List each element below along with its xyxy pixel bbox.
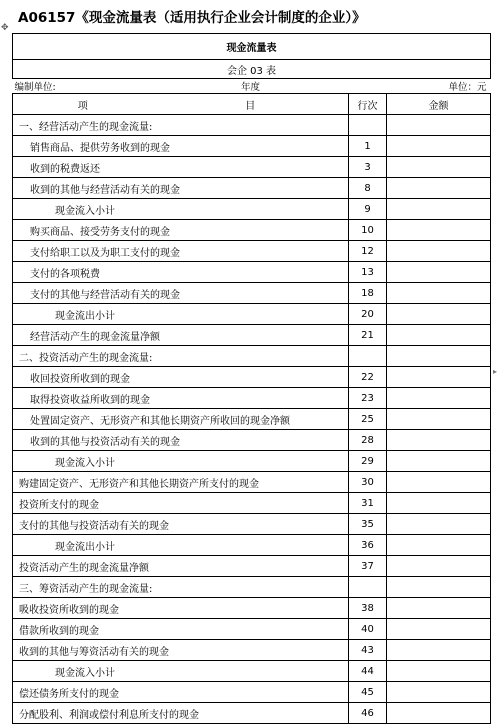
row-amount-cell[interactable] bbox=[387, 472, 491, 493]
row-amount-cell[interactable] bbox=[387, 577, 491, 598]
row-line-number: 36 bbox=[349, 535, 387, 556]
row-amount-cell[interactable] bbox=[387, 178, 491, 199]
row-line-number: 40 bbox=[349, 619, 387, 640]
row-item-label: 支付给职工以及为职工支付的现金 bbox=[13, 241, 349, 262]
row-item-label: 购买商品、接受劳务支付的现金 bbox=[13, 220, 349, 241]
table-row bbox=[13, 367, 491, 388]
row-item-label: 收回投资所收到的现金 bbox=[13, 367, 349, 388]
header-item-right: 目 bbox=[153, 94, 349, 115]
table-row bbox=[13, 388, 491, 409]
row-item-label: 一、经营活动产生的现金流量: bbox=[13, 115, 349, 136]
row-item-label: 收到的税费返还 bbox=[13, 157, 349, 178]
table-row bbox=[13, 682, 491, 703]
row-amount-cell[interactable] bbox=[387, 304, 491, 325]
row-item-label: 偿还债务所支付的现金 bbox=[13, 682, 349, 703]
row-amount-cell[interactable] bbox=[387, 220, 491, 241]
row-line-number: 13 bbox=[349, 262, 387, 283]
row-line-number: 21 bbox=[349, 325, 387, 346]
row-line-number: 29 bbox=[349, 451, 387, 472]
row-amount-cell[interactable] bbox=[387, 556, 491, 577]
row-amount-cell[interactable] bbox=[387, 682, 491, 703]
row-line-number: 38 bbox=[349, 598, 387, 619]
table-row bbox=[13, 220, 491, 241]
row-item-label: 现金流入小计 bbox=[13, 451, 349, 472]
row-amount-cell[interactable] bbox=[387, 199, 491, 220]
table-row bbox=[13, 472, 491, 493]
row-amount-cell[interactable] bbox=[387, 136, 491, 157]
row-item-label: 投资活动产生的现金流量净额 bbox=[13, 556, 349, 577]
row-line-number: 20 bbox=[349, 304, 387, 325]
row-item-label: 现金流入小计 bbox=[13, 661, 349, 682]
table-row bbox=[13, 178, 491, 199]
row-item-label: 吸收投资所收到的现金 bbox=[13, 598, 349, 619]
row-item-label: 支付的其他与经营活动有关的现金 bbox=[13, 283, 349, 304]
row-amount-cell[interactable] bbox=[387, 619, 491, 640]
row-line-number: 22 bbox=[349, 367, 387, 388]
row-line-number: 1 bbox=[349, 136, 387, 157]
row-item-label: 取得投资收益所收到的现金 bbox=[13, 388, 349, 409]
table-row bbox=[13, 661, 491, 682]
row-amount-cell[interactable] bbox=[387, 514, 491, 535]
table-row bbox=[13, 262, 491, 283]
row-line-number: 44 bbox=[349, 661, 387, 682]
form-number: 会企 03 表 bbox=[13, 60, 491, 79]
row-amount-cell[interactable] bbox=[387, 325, 491, 346]
row-item-label: 支付的其他与投资活动有关的现金 bbox=[13, 514, 349, 535]
table-row bbox=[13, 514, 491, 535]
year-label: 年度 bbox=[240, 82, 260, 93]
row-line-number: 45 bbox=[349, 682, 387, 703]
row-item-label: 投资所支付的现金 bbox=[13, 493, 349, 514]
table-row bbox=[13, 577, 491, 598]
row-item-label: 现金流出小计 bbox=[13, 535, 349, 556]
cash-flow-table bbox=[12, 33, 491, 724]
row-amount-cell[interactable] bbox=[387, 115, 491, 136]
document-title: A06157《现金流量表（适用执行企业会计制度的企业）》 bbox=[18, 10, 366, 26]
row-line-number: 12 bbox=[349, 241, 387, 262]
row-item-label: 收到的其他与筹资活动有关的现金 bbox=[13, 640, 349, 661]
header-amount: 金额 bbox=[387, 94, 491, 115]
row-item-label: 二、投资活动产生的现金流量: bbox=[13, 346, 349, 367]
row-item-label: 现金流出小计 bbox=[13, 304, 349, 325]
table-row bbox=[13, 703, 491, 724]
row-item-label: 现金流入小计 bbox=[13, 199, 349, 220]
table-resize-handle-icon[interactable]: ▸ bbox=[493, 367, 498, 376]
row-line-number: 18 bbox=[349, 283, 387, 304]
row-amount-cell[interactable] bbox=[387, 451, 491, 472]
table-row bbox=[13, 283, 491, 304]
row-amount-cell[interactable] bbox=[387, 661, 491, 682]
row-item-label: 销售商品、提供劳务收到的现金 bbox=[13, 136, 349, 157]
unit-label: 编制单位: bbox=[14, 82, 56, 93]
row-line-number bbox=[349, 577, 387, 598]
table-row bbox=[13, 640, 491, 661]
row-item-label: 购建固定资产、无形资产和其他长期资产所支付的现金 bbox=[13, 472, 349, 493]
row-line-number: 8 bbox=[349, 178, 387, 199]
table-row bbox=[13, 136, 491, 157]
row-amount-cell[interactable] bbox=[387, 430, 491, 451]
table-row bbox=[13, 115, 491, 136]
table-row bbox=[13, 598, 491, 619]
row-line-number: 43 bbox=[349, 640, 387, 661]
table-row bbox=[13, 430, 491, 451]
row-item-label: 收到的其他与投资活动有关的现金 bbox=[13, 430, 349, 451]
table-row bbox=[13, 451, 491, 472]
table-row bbox=[13, 556, 491, 577]
row-amount-cell[interactable] bbox=[387, 493, 491, 514]
row-item-label: 借款所收到的现金 bbox=[13, 619, 349, 640]
table-row bbox=[13, 325, 491, 346]
row-amount-cell[interactable] bbox=[387, 346, 491, 367]
table-row bbox=[13, 157, 491, 178]
row-amount-cell[interactable] bbox=[387, 388, 491, 409]
row-amount-cell[interactable] bbox=[387, 409, 491, 430]
row-amount-cell[interactable] bbox=[387, 367, 491, 388]
row-line-number: 9 bbox=[349, 199, 387, 220]
row-line-number bbox=[349, 346, 387, 367]
table-row bbox=[13, 619, 491, 640]
row-item-label: 收到的其他与经营活动有关的现金 bbox=[13, 178, 349, 199]
table-row bbox=[13, 493, 491, 514]
row-line-number: 30 bbox=[349, 472, 387, 493]
row-amount-cell[interactable] bbox=[387, 157, 491, 178]
row-amount-cell[interactable] bbox=[387, 283, 491, 304]
row-item-label: 支付的各项税费 bbox=[13, 262, 349, 283]
currency-label: 单位：元 bbox=[448, 82, 487, 93]
table-row bbox=[13, 409, 491, 430]
table-row bbox=[13, 241, 491, 262]
table-row bbox=[13, 304, 491, 325]
row-item-label: 经营活动产生的现金流量净额 bbox=[13, 325, 349, 346]
row-line-number: 35 bbox=[349, 514, 387, 535]
row-line-number: 31 bbox=[349, 493, 387, 514]
row-item-label: 处置固定资产、无形资产和其他长期资产所收回的现金净额 bbox=[13, 409, 349, 430]
row-line-number: 37 bbox=[349, 556, 387, 577]
row-line-number: 23 bbox=[349, 388, 387, 409]
row-line-number: 25 bbox=[349, 409, 387, 430]
table-row bbox=[13, 199, 491, 220]
row-item-label: 三、筹资活动产生的现金流量: bbox=[13, 577, 349, 598]
row-amount-cell[interactable] bbox=[387, 241, 491, 262]
table-row bbox=[13, 535, 491, 556]
row-line-number bbox=[349, 115, 387, 136]
row-amount-cell[interactable] bbox=[387, 535, 491, 556]
row-amount-cell[interactable] bbox=[387, 703, 491, 724]
row-item-label: 分配股利、利润或偿付利息所支付的现金 bbox=[13, 703, 349, 724]
row-line-number: 28 bbox=[349, 430, 387, 451]
header-line-no: 行次 bbox=[349, 94, 387, 115]
row-amount-cell[interactable] bbox=[387, 640, 491, 661]
row-line-number: 46 bbox=[349, 703, 387, 724]
header-item-left: 项 bbox=[13, 94, 153, 115]
table-move-handle-icon[interactable]: ✥ bbox=[1, 23, 9, 33]
row-amount-cell[interactable] bbox=[387, 262, 491, 283]
table-title: 现金流量表 bbox=[13, 34, 491, 60]
row-amount-cell[interactable] bbox=[387, 598, 491, 619]
row-line-number: 3 bbox=[349, 157, 387, 178]
row-line-number: 10 bbox=[349, 220, 387, 241]
table-row bbox=[13, 346, 491, 367]
